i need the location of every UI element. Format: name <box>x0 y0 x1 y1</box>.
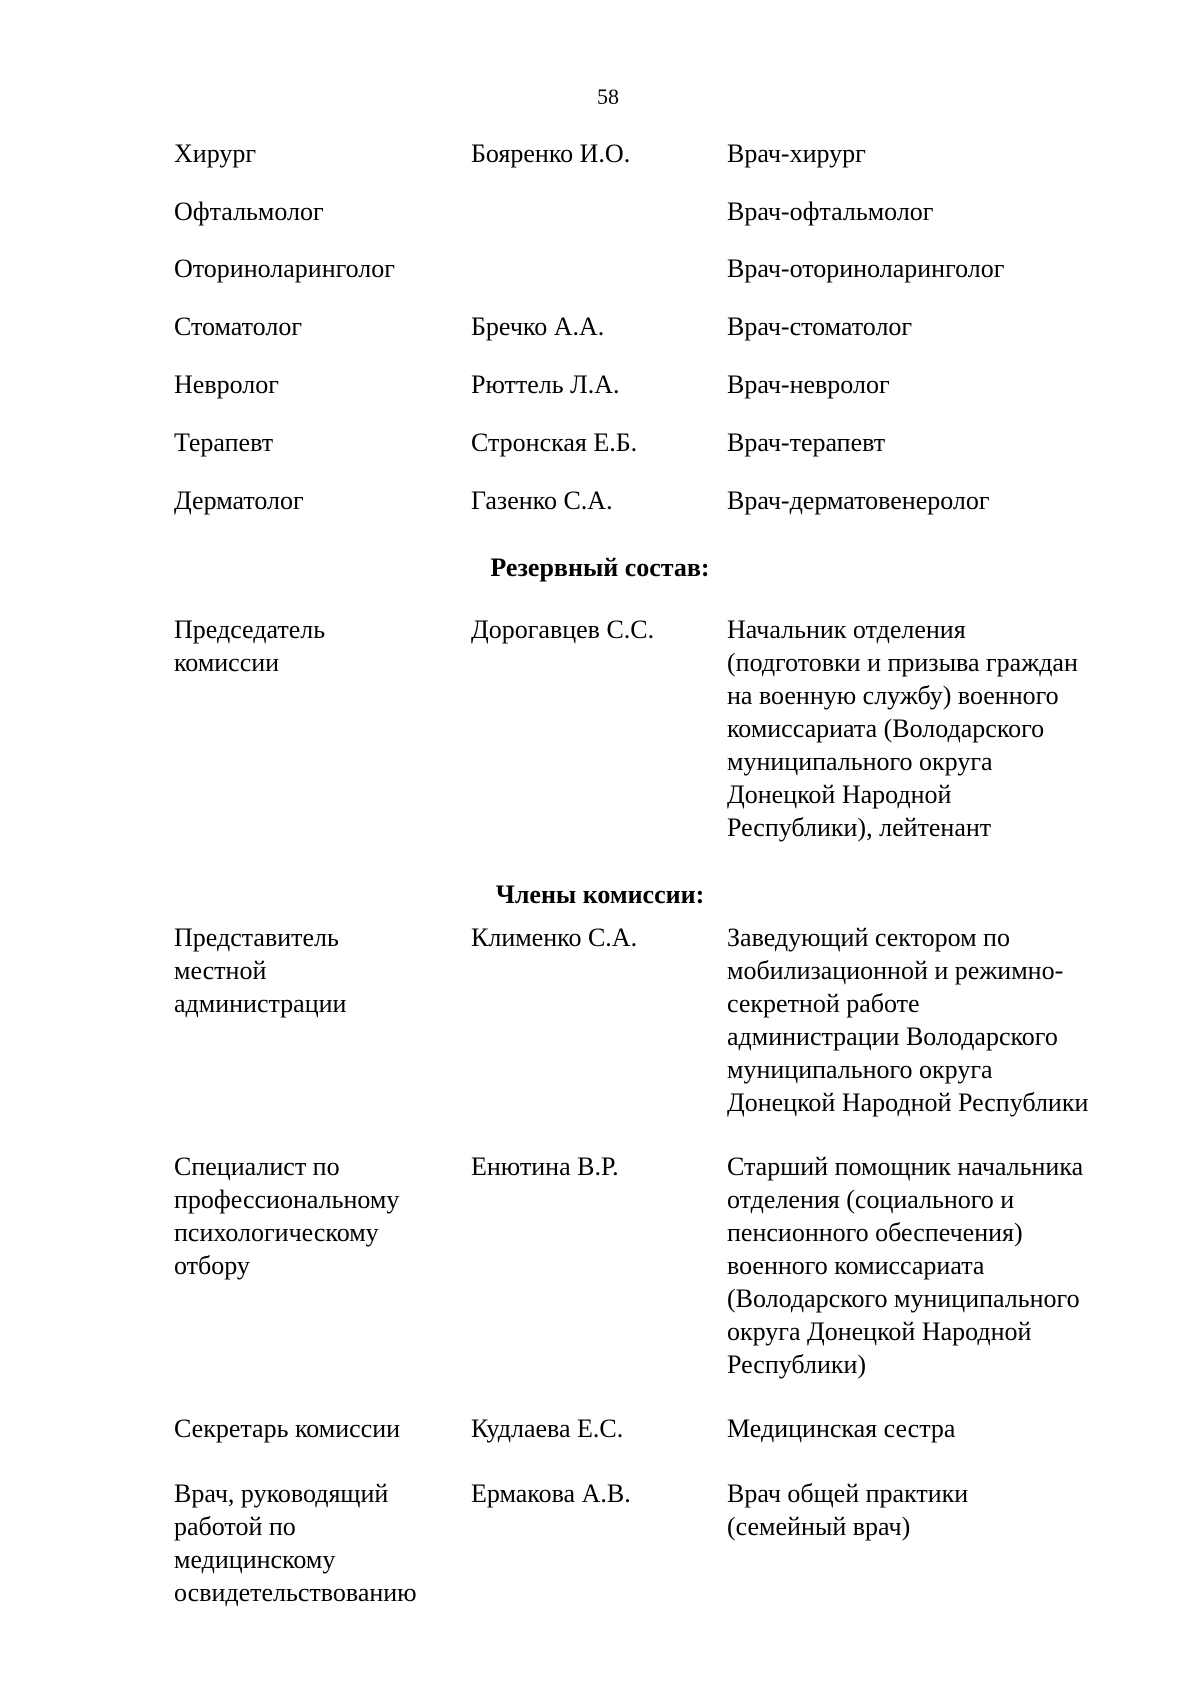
doctor-specialty: Терапевт <box>174 428 274 457</box>
member-position: Заведующий сектором по мобилизационной и режимно- секретной работе администрации Володарского муниципального округа Донецкой Народной Республики <box>727 923 1089 1117</box>
member-name: Енютина В.Р. <box>471 1152 619 1181</box>
doctor-position: Врач-хирург <box>727 139 866 168</box>
doctor-specialty: Оториноларинголог <box>174 254 395 283</box>
page-number: 58 <box>597 84 619 109</box>
members-heading: Члены комиссии: <box>495 880 705 909</box>
member-position: Медицинская сестра <box>727 1414 956 1443</box>
doctor-specialty: Невролог <box>174 370 279 399</box>
member-name: Ермакова А.В. <box>471 1479 631 1508</box>
doctor-position: Врач-дерматовенеролог <box>727 486 990 515</box>
doctor-name: Газенко С.А. <box>471 486 613 515</box>
doctor-position: Врач-офтальмолог <box>727 197 934 226</box>
member-role: Врач, руководящий работой по медицинскому освидетельствованию <box>174 1479 417 1607</box>
member-position: Старший помощник начальника отделения (социального и пенсионного обеспечения) военного комиссариата (Володарского муниципального округа Донецкой Народной Республики) <box>727 1152 1084 1379</box>
chair-position: Начальник отделения (подготовки и призыва граждан на военную службу) военного комиссариата (Володарского муниципального округа Донецкой Народной Республики), лейтенант <box>727 615 1078 842</box>
doctor-specialty: Стоматолог <box>174 312 302 341</box>
doctor-name: Бояренко И.О. <box>471 139 631 168</box>
doctor-position: Врач-оториноларинголог <box>727 254 1005 283</box>
chair-name: Дорогавцев С.С. <box>471 615 655 644</box>
member-position: Врач общей практики (семейный врач) <box>727 1479 969 1541</box>
member-role: Секретарь комиссии <box>174 1414 401 1443</box>
doctor-specialty: Офтальмолог <box>174 197 324 226</box>
reserve-heading: Резервный состав: <box>490 553 710 582</box>
member-name: Клименко С.А. <box>471 923 638 952</box>
doctor-name: Рюттель Л.А. <box>471 370 620 399</box>
doctor-specialty: Хирург <box>174 139 257 168</box>
doctor-name: Стронская Е.Б. <box>471 428 638 457</box>
doctor-name: Бречко А.А. <box>471 312 605 341</box>
chair-role: Председатель комиссии <box>174 615 326 677</box>
member-name: Кудлаева Е.С. <box>471 1414 624 1443</box>
member-role: Представитель местной администрации <box>174 923 347 1018</box>
doctor-position: Врач-терапевт <box>727 428 886 457</box>
doctor-specialty: Дерматолог <box>174 486 304 515</box>
doctor-position: Врач-невролог <box>727 370 890 399</box>
doctor-position: Врач-стоматолог <box>727 312 913 341</box>
member-role: Специалист по профессиональному психологическому отбору <box>174 1152 400 1280</box>
